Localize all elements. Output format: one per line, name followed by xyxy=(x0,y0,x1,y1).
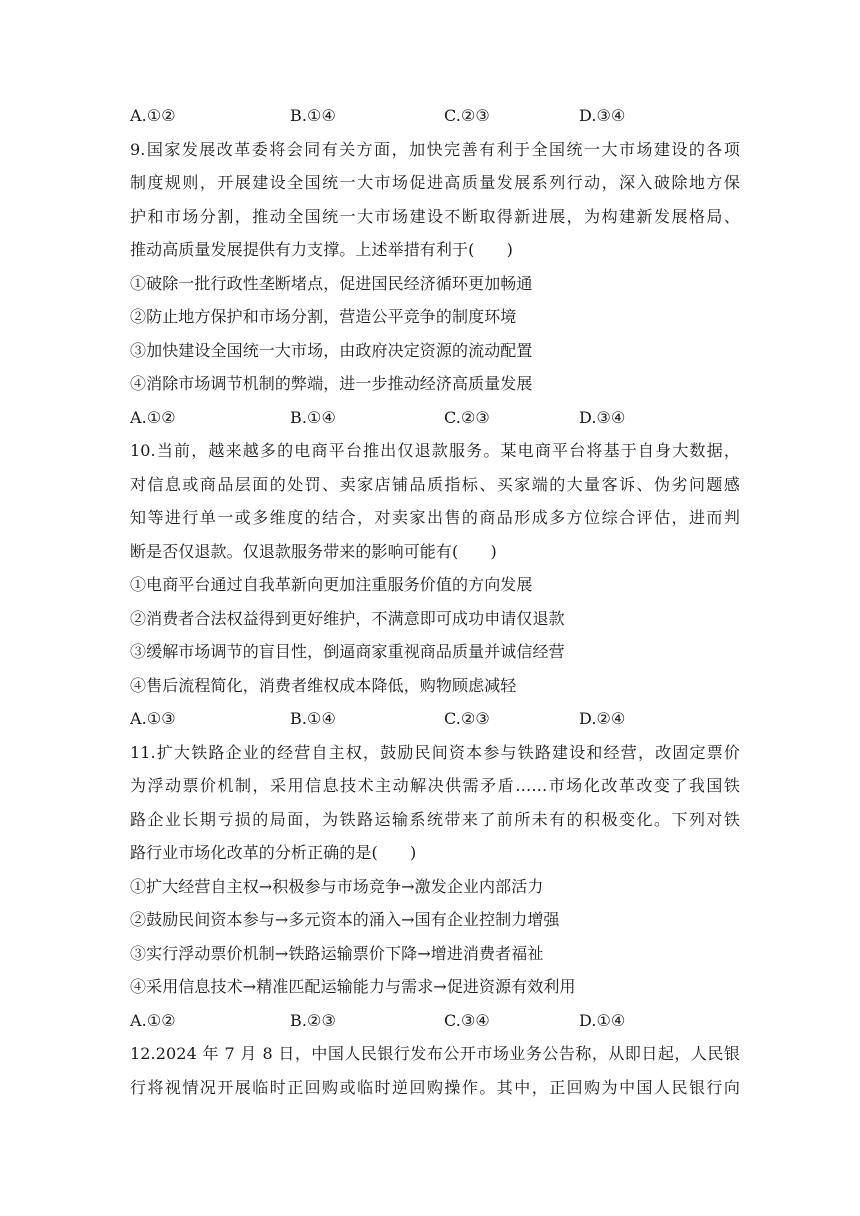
choice-b: B.①④ xyxy=(290,106,336,125)
choice-a: A.①② xyxy=(130,106,176,125)
question-9 xyxy=(130,133,740,435)
question-stem-line: 10.当前，越来越多的电商平台推出仅退款服务。某电商平台将基于自身大数据， xyxy=(130,441,740,460)
option-statement: ④售后流程简化，消费者维权成本降低，购物顾虑减轻 xyxy=(130,675,517,695)
choice-d: D.③④ xyxy=(579,407,626,427)
choice-a: A.①② xyxy=(130,1010,176,1030)
option-statement: ①破除一批行政性垄断堵点，促进国民经济循环更加畅通 xyxy=(130,273,533,293)
choice-a: A.①③ xyxy=(130,709,176,728)
option-statement: ①电商平台通过自我革新向更加注重服务价值的方向发展 xyxy=(130,575,533,594)
question-12 xyxy=(130,1037,740,1104)
choice-d: D.①④ xyxy=(579,1010,626,1030)
question-stem-line: 11.扩大铁路企业的经营自主权，鼓励民间资本参与铁路建设和经营，改固定票价 xyxy=(130,742,740,762)
question-stem-line: 断是否仅退款。仅退款服务带来的影响可能有( ) xyxy=(130,541,497,561)
option-statement: ④消除市场调节机制的弊端，进一步推动经济高质量发展 xyxy=(130,374,533,393)
choice-b: B.①④ xyxy=(290,709,336,728)
question-10 xyxy=(130,434,740,736)
choice-d: D.②④ xyxy=(579,709,626,728)
option-statement: ②鼓励民间资本参与→多元资本的涌入→国有企业控制力增强 xyxy=(130,910,560,929)
exam-content xyxy=(130,99,740,1104)
option-statement: ③加快建设全国统一大市场，由政府决定资源的流动配置 xyxy=(130,340,533,360)
question-stem-line: 对信息或商品层面的处罚、卖家店铺品质指标、买家端的大量客诉、伪劣问题感 xyxy=(130,474,740,494)
answer-choices xyxy=(130,1004,740,1038)
answer-choices xyxy=(130,401,740,435)
choice-c: C.②③ xyxy=(444,106,490,125)
option-statement: ③缓解市场调节的盲目性，倒逼商家重视商品质量并诚信经营 xyxy=(130,642,565,661)
question-stem-line: 行将视情况开展临时正回购或临时逆回购操作。其中，正回购为中国人民银行向 xyxy=(130,1077,740,1097)
choice-b: B.①④ xyxy=(290,407,336,427)
choice-c: C.②③ xyxy=(444,709,490,728)
choice-a: A.①② xyxy=(130,407,176,427)
option-statement: ④采用信息技术→精准匹配运输能力与需求→促进资源有效利用 xyxy=(130,977,576,996)
question-stem-line: 护和市场分割，推动全国统一大市场建设不断取得新进展，为构建新发展格局、 xyxy=(130,206,740,226)
choice-c: C.②③ xyxy=(444,407,490,427)
option-statement: ③实行浮动票价机制→铁路运输票价下降→增进消费者福祉 xyxy=(130,943,544,963)
question-stem-line: 9.国家发展改革委将会同有关方面，加快完善有利于全国统一大市场建设的各项 xyxy=(130,139,740,159)
option-statement: ②消费者合法权益得到更好维护，不满意即可成功申请仅退款 xyxy=(130,608,565,628)
question-11 xyxy=(130,736,740,1038)
option-statement: ②防止地方保护和市场分割，营造公平竞争的制度环境 xyxy=(130,307,517,326)
option-statement: ①扩大经营自主权→积极参与市场竞争→激发企业内部活力 xyxy=(130,876,544,896)
choice-d: D.③④ xyxy=(579,106,626,125)
question-stem-line: 知等进行单一或多维度的结合，对卖家出售的商品形成多方位综合评估，进而判 xyxy=(130,508,740,527)
answer-choices xyxy=(130,702,740,736)
question-stem-line: 制度规则，开展建设全国统一大市场促进高质量发展系列行动，深入破除地方保 xyxy=(130,173,740,192)
answer-choices-q8 xyxy=(130,99,740,133)
choice-c: C.③④ xyxy=(444,1010,490,1030)
question-stem-line: 路企业长期亏损的局面，为铁路运输系统带来了前所未有的积极变化。下列对铁 xyxy=(130,809,740,829)
question-stem-line: 为浮动票价机制，采用信息技术主动解决供需矛盾……市场化改革改变了我国铁 xyxy=(130,776,740,795)
question-stem-line: 推动高质量发展提供有力支撑。上述举措有利于( ) xyxy=(130,240,513,259)
question-stem-line: 路行业市场化改革的分析正确的是( ) xyxy=(130,843,417,862)
choice-b: B.②③ xyxy=(290,1010,336,1030)
question-stem-line: 12.2024 年 7 月 8 日，中国人民银行发布公开市场业务公告称，从即日起，人民银 xyxy=(130,1044,740,1063)
